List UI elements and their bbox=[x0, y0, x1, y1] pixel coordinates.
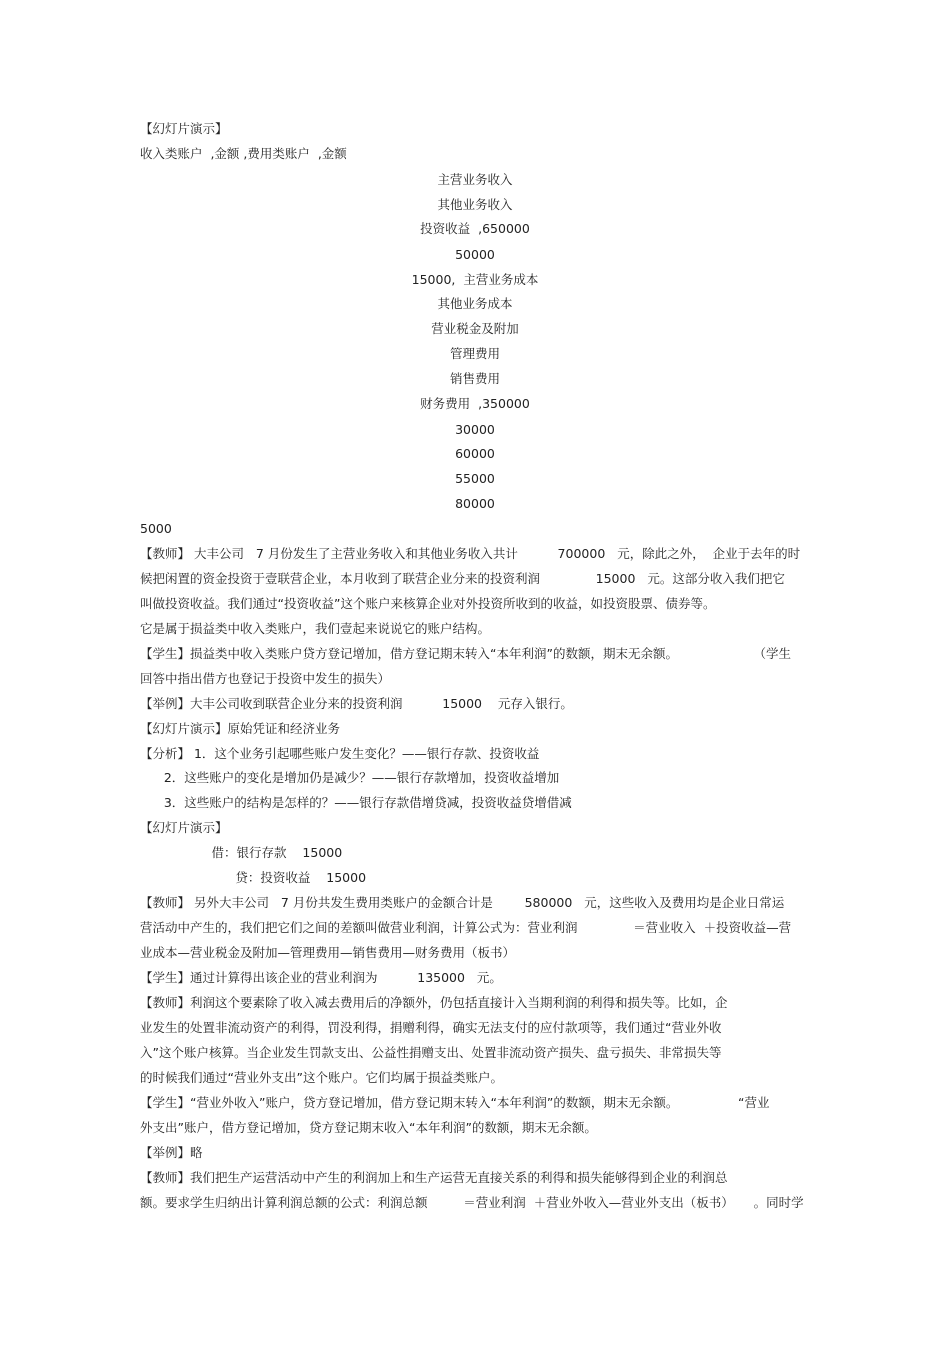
centered-line: 30000 bbox=[455, 422, 495, 437]
body-line: 叫做投资收益。我们通过“投资收益”这个账户来核算企业对外投资所收到的收益，如投资股票、债券等。 bbox=[140, 596, 716, 611]
body-line: 营活动中产生的，我们把它们之间的差额叫做营业利润，计算公式为：营业利润 ＝营业收入 ＋投资收益—营 bbox=[140, 920, 792, 935]
centered-line: 50000 bbox=[455, 247, 495, 262]
body-line: 【幻灯片演示】 bbox=[140, 820, 228, 835]
body-line: 它是属于损益类中收入类账户，我们壹起来说说它的账户结构。 bbox=[140, 621, 491, 636]
centered-line: 管理费用 bbox=[449, 346, 500, 361]
centered-line: 其他业务收入 bbox=[437, 197, 513, 212]
body-line: 【学生】损益类中收入类账户贷方登记增加，借方登记期末转入“本年利润”的数额，期末无余额。 （学生 bbox=[140, 646, 791, 661]
centered-line: 60000 bbox=[455, 446, 495, 461]
body-line: 额。要求学生归纳出计算利润总额的公式：利润总额 ＝营业利润 ＋营业外收入—营业外支出（板书） 。同时学 bbox=[140, 1195, 804, 1210]
body-line: 业成本—营业税金及附加—管理费用—销售费用—财务费用（板书） bbox=[140, 945, 516, 960]
centered-line: 55000 bbox=[455, 471, 495, 486]
body-line: 【举例】略 bbox=[140, 1145, 203, 1160]
account-header-line: 收入类账户 ,金额 ,费用类账户 ,金额 bbox=[140, 146, 347, 161]
body-line: 【教师】 另外大丰公司 7 月份共发生费用类账户的金额合计是 580000 元，这些收入及费用均是企业日常运 bbox=[140, 895, 785, 910]
body-line: 【学生】“营业外收入”账户，贷方登记增加，借方登记期末转入“本年利润”的数额，期末无余额。 “营业 bbox=[140, 1095, 770, 1110]
centered-line: 营业税金及附加 bbox=[431, 321, 519, 336]
centered-line: 15000, 主营业务成本 bbox=[411, 272, 539, 287]
body-line: 【教师】利润这个要素除了收入减去费用后的净额外，仍包括直接计入当期利润的利得和损失等。比如，企 bbox=[140, 995, 728, 1010]
body-line: 【教师】 大丰公司 7 月份发生了主营业务收入和其他业务收入共计 700000 元，除此之外， 企业于去年的时 bbox=[140, 546, 801, 561]
slide-demo-heading: 【幻灯片演示】 bbox=[140, 121, 228, 136]
body-line: 候把闲置的资金投资于壹联营企业，本月收到了联营企业分来的投资利润 15000 元。这部分收入我们把它 bbox=[140, 571, 785, 586]
body-line: 【学生】通过计算得出该企业的营业利润为 135000 元。 bbox=[140, 970, 502, 985]
body-line: 回答中指出借方也登记于投资中发生的损失） bbox=[140, 671, 391, 686]
body-line: 外支出”账户，借方登记增加，贷方登记期末收入“本年利润”的数额，期末无余额。 bbox=[140, 1120, 597, 1135]
body-line: 借：银行存款 15000 bbox=[140, 845, 343, 860]
body-line: 【举例】大丰公司收到联营企业分来的投资利润 15000 元存入银行。 bbox=[140, 696, 573, 711]
body-line: 【分析】 1．这个业务引起哪些账户发生变化？——银行存款、投资收益 bbox=[140, 746, 540, 761]
body-line: 【教师】我们把生产运营活动中产生的利润加上和生产运营无直接关系的利得和损失能够得到企业的利润总 bbox=[140, 1170, 728, 1185]
centered-line: 财务费用 ,350000 bbox=[420, 396, 530, 411]
centered-line: 主营业务收入 bbox=[437, 172, 513, 187]
body-line: 的时候我们通过“营业外支出”这个账户。它们均属于损益类账户。 bbox=[140, 1070, 503, 1085]
body-line: 2．这些账户的变化是增加仍是减少？——银行存款增加，投资收益增加 bbox=[140, 770, 560, 785]
body-line: 入”这个账户核算。当企业发生罚款支出、公益性捐赠支出、处置非流动资产损失、盘亏损失、非常损失等 bbox=[140, 1045, 722, 1060]
body-line: 贷：投资收益 15000 bbox=[140, 870, 367, 885]
centered-line: 80000 bbox=[455, 496, 495, 511]
body-line: 【幻灯片演示】原始凭证和经济业务 bbox=[140, 721, 341, 736]
centered-line: 销售费用 bbox=[449, 371, 500, 386]
body-line: 业发生的处置非流动资产的利得，罚没利得，捐赠利得，确实无法支付的应付款项等，我们通过“营业外收 bbox=[140, 1020, 722, 1035]
centered-line: 投资收益 ,650000 bbox=[420, 221, 530, 236]
body-line: 5000 bbox=[140, 521, 172, 536]
centered-line: 其他业务成本 bbox=[437, 296, 513, 311]
body-line: 3．这些账户的结构是怎样的？——银行存款借增贷减，投资收益贷增借减 bbox=[140, 795, 572, 810]
